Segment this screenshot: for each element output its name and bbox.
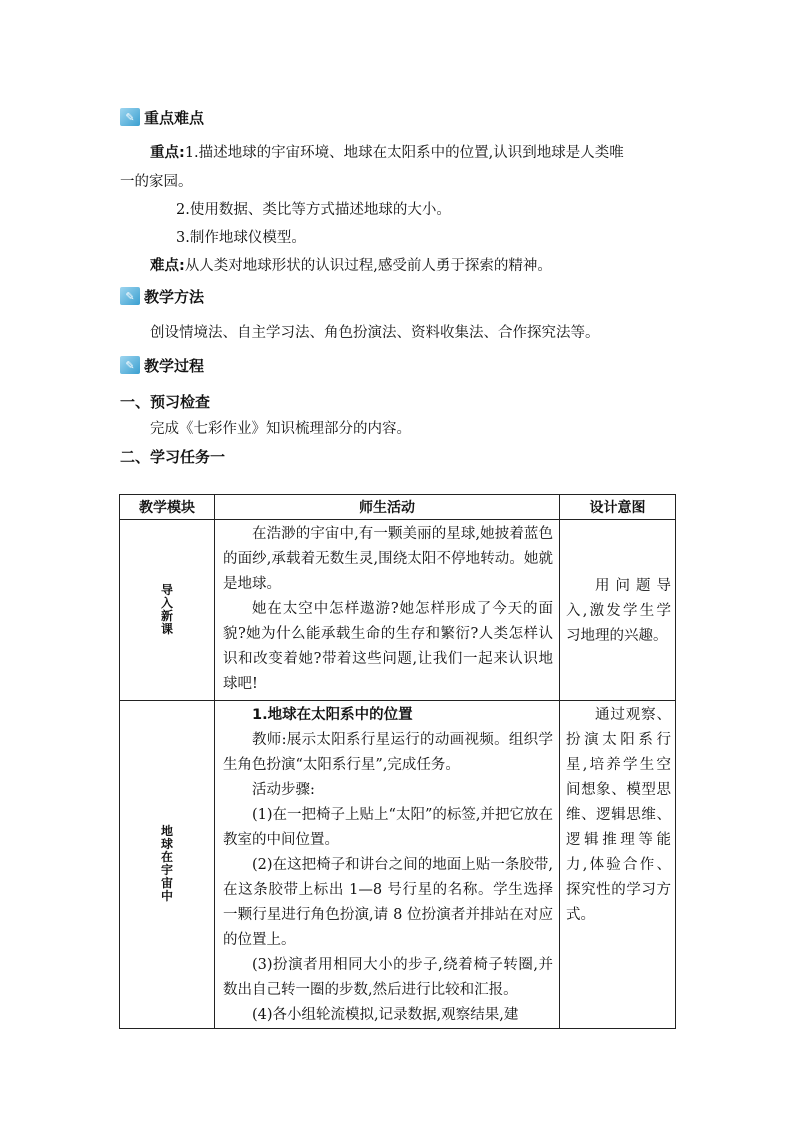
activity-paragraph: 教师:展示太阳系行星运行的动画视频。组织学生角色扮演“太阳系行星”,完成任务。 [223, 732, 553, 773]
activity-paragraph: (2)在这把椅子和讲台之间的地面上贴一条胶带,在这条胶带上标出 1—8 号行星的名称。学生选择一颗行星进行角色扮演,请 8 位扮演者并排站在对应的位置上。 [223, 857, 553, 948]
module-label: 地球在宇宙中 [160, 824, 173, 903]
focus-line-1-cont: 一的家园。 [120, 174, 193, 190]
header-activity: 师生活动 [215, 495, 560, 520]
activity-paragraph: (1)在一把椅子上贴上“太阳”的标签,并把它放在教室的中间位置。 [223, 807, 553, 848]
activity-cell [215, 520, 560, 701]
difficulty-line [150, 255, 552, 277]
activity-paragraph: 活动步骤: [252, 782, 315, 798]
focus-item-3: 3.制作地球仪模型。 [176, 230, 306, 246]
section-title: 教学方法 [144, 287, 205, 306]
intent-cell [560, 520, 676, 701]
intent-cell [560, 701, 676, 1029]
activity-paragraph: (3)扮演者用相同大小的步子,绕着椅子转圈,并数出自己转一圈的步数,然后进行比较和汇报。 [223, 957, 553, 998]
difficulty-label: 难点: [150, 258, 185, 274]
table-row [120, 520, 676, 701]
methods-text: 创设情境法、自主学习法、角色扮演法、资料收集法、合作探究法等。 [150, 325, 600, 341]
module-label: 导入新课 [160, 582, 173, 636]
module-cell [120, 520, 215, 701]
header-module: 教学模块 [120, 495, 215, 520]
activity-paragraph: 她在太空中怎样遨游?她怎样形成了今天的面貌?她为什么能承载生命的生存和繁衍?人类怎样认识和改变着她?带着这些问题,让我们一起来认识地球吧! [223, 601, 553, 692]
section-title: 重点难点 [144, 108, 205, 127]
focus-label: 重点: [150, 145, 185, 161]
table-header-row [120, 495, 676, 520]
section-title: 教学过程 [144, 356, 205, 375]
part1-title: 一、预习检查 [120, 393, 211, 411]
section-key-points [120, 106, 204, 128]
book-icon: ✎ [120, 356, 140, 374]
activity-cell [215, 701, 560, 1029]
lesson-table [119, 494, 676, 1029]
part2-title: 二、学习任务一 [120, 448, 226, 466]
header-intent: 设计意图 [560, 495, 676, 520]
book-icon: ✎ [120, 108, 140, 126]
table-row [120, 701, 676, 1029]
module-cell [120, 701, 215, 1029]
focus-item-1: 1.描述地球的宇宙环境、地球在太阳系中的位置,认识到地球是人类唯 [184, 145, 624, 161]
activity-paragraph: (4)各小组轮流模拟,记录数据,观察结果,建 [252, 1007, 519, 1023]
activity-paragraph: 在浩渺的宇宙中,有一颗美丽的星球,她披着蓝色的面纱,承载着无数生灵,围绕太阳不停地转动。她就是地球。 [223, 526, 553, 592]
activity-subtitle: 1.地球在太阳系中的位置 [252, 707, 413, 723]
part1-text: 完成《七彩作业》知识梳理部分的内容。 [150, 421, 411, 437]
intent-text: 用问题导入,激发学生学习地理的兴趣。 [566, 577, 671, 644]
section-process [120, 354, 204, 376]
section-methods [120, 285, 204, 307]
intent-text: 通过观察、扮演太阳系行星,培养学生空间想象、模型思维、逻辑思维、逻辑推理等能力,体验合作、探究性的学习方式。 [566, 707, 671, 923]
difficulty-text: 从人类对地球形状的认识过程,感受前人勇于探索的精神。 [184, 258, 552, 274]
book-icon: ✎ [120, 287, 140, 305]
focus-item-2: 2.使用数据、类比等方式描述地球的大小。 [176, 202, 451, 218]
focus-line-1 [150, 142, 624, 164]
